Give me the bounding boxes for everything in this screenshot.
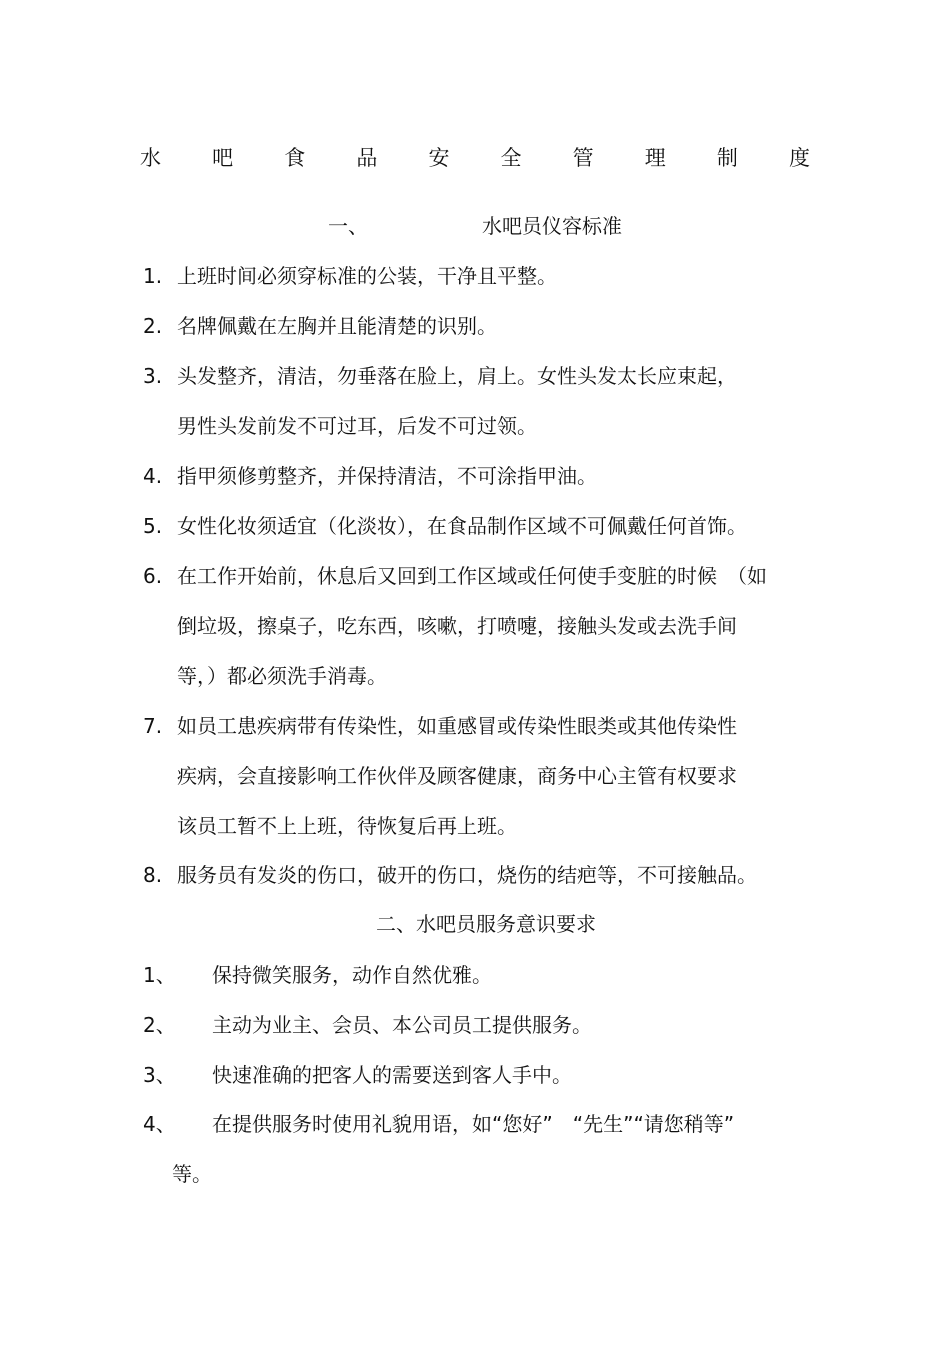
item-text: 女性化妆须适宜（化淡妆），在食品制作区域不可佩戴任何首饰。: [177, 514, 747, 538]
item-text: 倒垃圾，擦桌子，吃东西，咳嗽，打喷嚏，接触头发或去洗手间: [177, 614, 737, 638]
item-number: 7.: [143, 714, 163, 738]
item-number: 2、: [143, 1013, 176, 1037]
item-number: 6.: [143, 564, 163, 588]
item-text: 疾病，会直接影响工作伙伴及顾客健康，商务中心主管有权要求: [177, 764, 737, 788]
item-text: 该员工暂不上上班，待恢复后再上班。: [177, 814, 517, 838]
item-number: 3、: [143, 1063, 176, 1087]
item-number: 2.: [143, 314, 163, 338]
title-char: 度: [788, 146, 810, 170]
section-heading-text: 水吧员仪容标准: [482, 214, 622, 238]
item-number: 4、: [143, 1112, 176, 1136]
title-char: 吧: [212, 146, 234, 170]
item-number: 8.: [143, 863, 163, 887]
item-number: 4.: [143, 464, 163, 488]
item-text: 主动为业主、会员、本公司员工提供服务。: [212, 1013, 592, 1037]
item-text: 如员工患疾病带有传染性，如重感冒或传染性眼类或其他传染性: [177, 714, 737, 738]
section-heading-service: 二、水吧员服务意识要求: [376, 912, 596, 936]
section-heading-appearance: [0, 211, 950, 241]
item-text: 名牌佩戴在左胸并且能清楚的识别。: [177, 314, 497, 338]
item-number: 1、: [143, 963, 176, 987]
item-text: 上班时间必须穿标准的公装，干净且平整。: [177, 264, 557, 288]
section-number: 一、: [328, 214, 368, 238]
title-char: 品: [356, 146, 378, 170]
title-char: 食: [284, 146, 306, 170]
item-text: 服务员有发炎的伤口，破开的伤口，烧伤的结疤等，不可接触品。: [177, 863, 757, 887]
item-text: 等，）都必须洗手消毒。: [177, 664, 387, 688]
item-text: 头发整齐，清洁，勿垂落在脸上，肩上。女性头发太长应束起，: [177, 364, 737, 388]
title-char: 安: [428, 146, 450, 170]
item-text: 在提供服务时使用礼貌用语，如“您好” “先生”“请您稍等”: [212, 1112, 735, 1136]
document-title: [140, 143, 810, 173]
item-number: 3.: [143, 364, 163, 388]
item-number: 1.: [143, 264, 163, 288]
title-char: 全: [500, 146, 522, 170]
title-char: 理: [644, 146, 666, 170]
item-text: 男性头发前发不可过耳，后发不可过领。: [177, 414, 537, 438]
item-text: 快速准确的把客人的需要送到客人手中。: [212, 1063, 572, 1087]
item-text: 等。: [172, 1162, 212, 1186]
item-text: 在工作开始前，休息后又回到工作区域或任何使手变脏的时候 （如: [177, 564, 767, 588]
item-text: 指甲须修剪整齐，并保持清洁，不可涂指甲油。: [177, 464, 597, 488]
title-char: 制: [716, 146, 738, 170]
title-char: 管: [572, 146, 594, 170]
item-number: 5.: [143, 514, 163, 538]
title-char: 水: [140, 146, 161, 170]
item-text: 保持微笑服务，动作自然优雅。: [212, 963, 492, 987]
